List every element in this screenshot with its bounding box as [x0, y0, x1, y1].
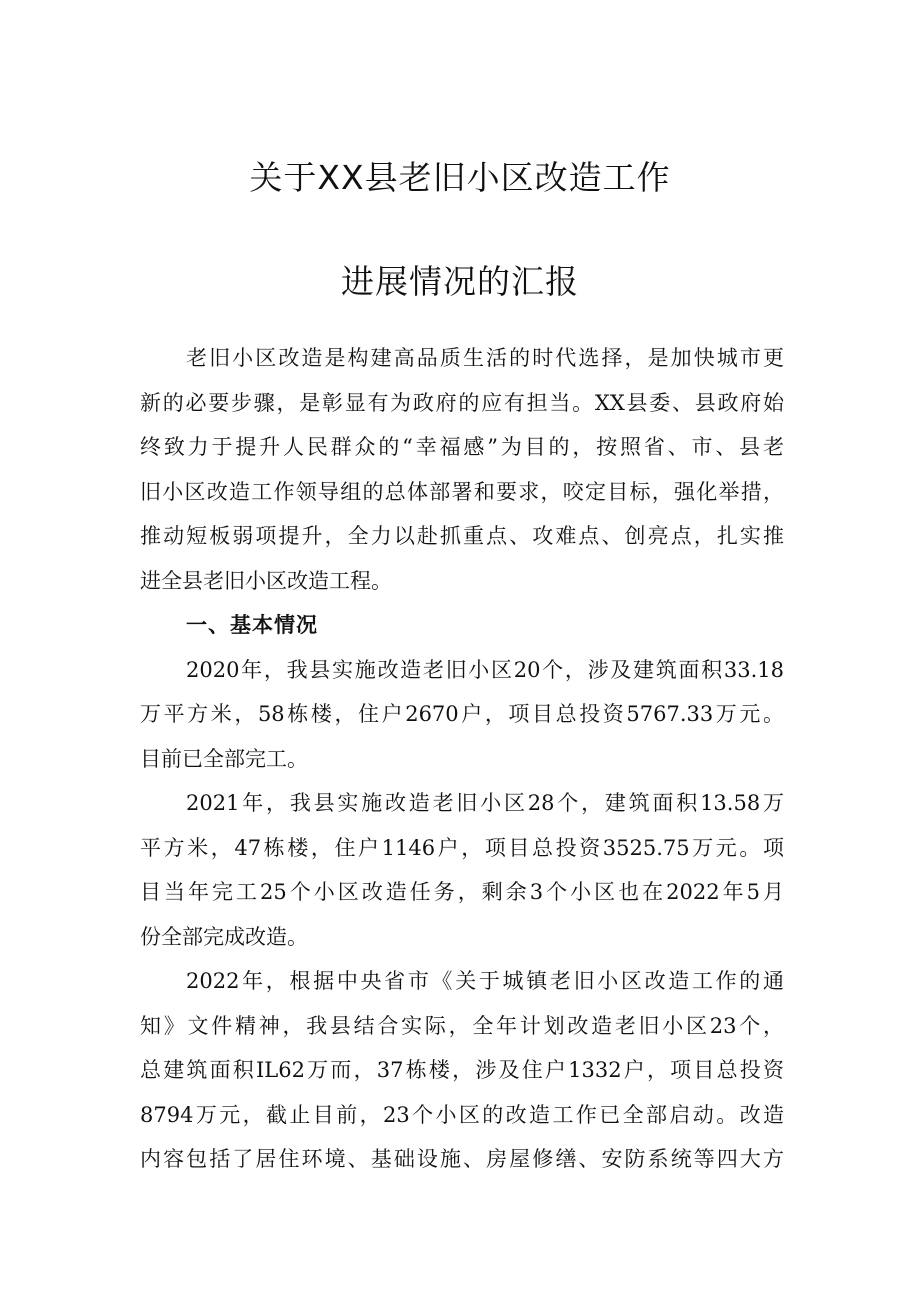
para-2022-line: 2022年，根据中央省市《关于城镇老旧小区改造工作的通 — [186, 969, 784, 993]
para-2021-line: 平方米，47栋楼，住户1146户，项目总投资3525.75万元。项 — [140, 835, 784, 860]
intro-line: 新的必要步骤，是彰显有为政府的应有担当。XX县委、县政府始 — [140, 390, 784, 415]
para-2021-line: 份全部完成改造。 — [140, 924, 308, 949]
para-2021-line: 目当年完工25个小区改造任务，剩余3个小区也在2022年5月 — [140, 880, 784, 904]
document-body — [140, 336, 784, 1182]
para-2022-line: 总建筑面积IL62万而，37栋楼，涉及住户1332户，项目总投资 — [140, 1058, 784, 1082]
document-title-line-1: 关于XX县老旧小区改造工作 — [249, 158, 671, 197]
para-2020-line: 目前已全部完工。 — [140, 746, 308, 771]
intro-line: 终致力于提升人民群众的“幸福感”为目的，按照省、市、县老 — [140, 435, 784, 459]
para-2020-line: 2020年，我县实施改造老旧小区20个，涉及建筑面积33.18 — [186, 657, 784, 682]
section-heading: 一、基本情况 — [186, 613, 318, 637]
intro-line: 推动短板弱项提升，全力以赴抓重点、攻难点、创亮点，扎实推 — [140, 524, 784, 548]
para-2020-line: 万平方米，58栋楼，住户2670户，项目总投资5767.33万元。 — [140, 702, 784, 726]
para-2022-line: 知》文件精神，我县结合实际，全年计划改造老旧小区23个， — [140, 1013, 784, 1038]
intro-line: 老旧小区改造是构建高品质生活的时代选择，是加快城市更 — [186, 346, 784, 370]
intro-line: 进全县老旧小区改造工程。 — [140, 568, 392, 593]
document-title-line-2: 进展情况的汇报 — [341, 262, 579, 301]
intro-line: 旧小区改造工作领导组的总体部署和要求，咬定目标，强化举措， — [140, 479, 784, 504]
para-2022-line: 内容包括了居住环境、基础设施、房屋修缮、安防系统等四大方 — [140, 1147, 784, 1171]
para-2021-line: 2021年，我县实施改造老旧小区28个，建筑面积13.58万 — [186, 791, 784, 815]
para-2022-line: 8794万元，截止目前，23个小区的改造工作已全部启动。改造 — [140, 1102, 784, 1127]
